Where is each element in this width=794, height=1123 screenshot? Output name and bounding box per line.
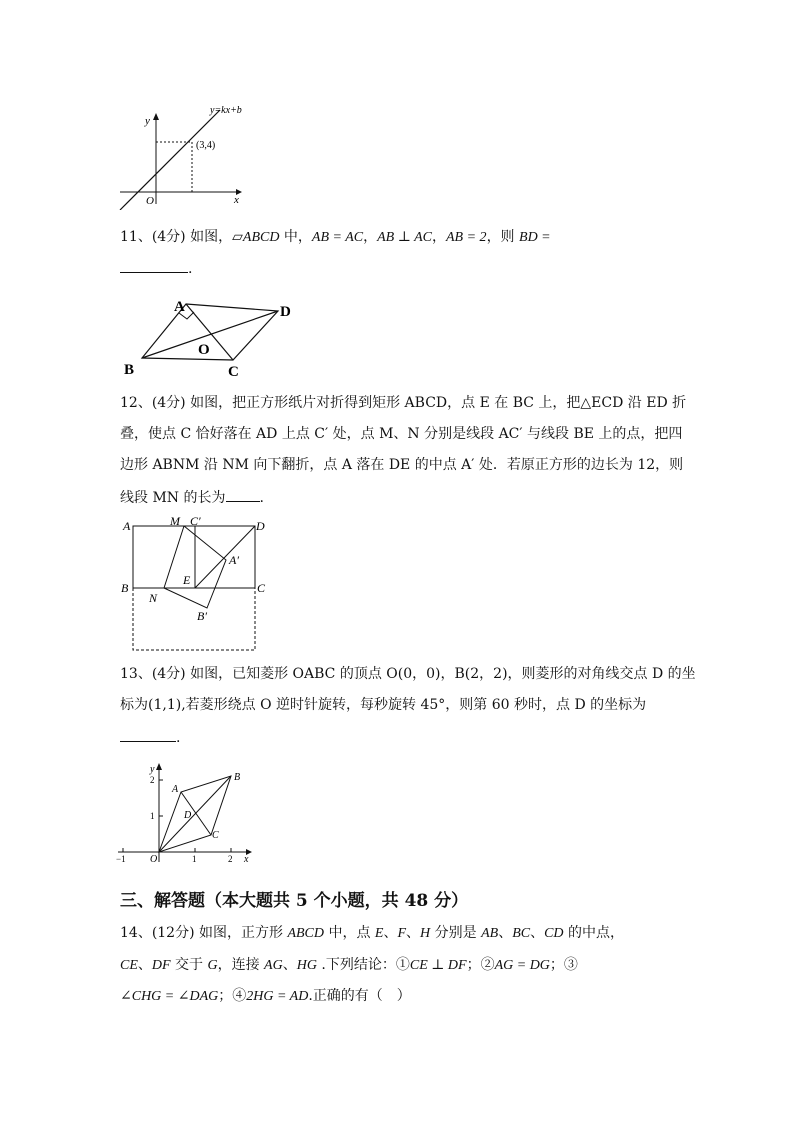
label-n: N [149,591,158,605]
q13-line1: 13、(4分) 如图，已知菱形 OABC 的顶点 O(0，0)，B(2，2)，则菱形的对角线交点 D 的坐 [120,666,696,682]
q14-l1-k: 、 [498,925,513,941]
q14-line1 [120,923,624,944]
q14-l2-j: .下列结论：① [316,957,410,973]
label-o: O [198,342,210,358]
figure-parallelogram [118,296,308,380]
question-11 [120,227,551,248]
label-a: A [174,299,185,315]
q14-l2-i: HG [296,958,317,973]
q12-line4: 线段 MN 的长为 [120,490,226,506]
q14-l3-b: ；④ [218,988,247,1004]
q13-end: . [176,730,181,746]
q12-line1: 12、(4分) 如图，把正方形纸片对折得到矩形 ABCD，点 E 在 BC 上，把△ECD 沿 ED 折 [120,395,687,411]
figure-linear-function [112,100,252,210]
tick-label-xm1: −1 [116,854,126,864]
q13-answer-blank[interactable] [120,727,176,742]
q14-l1-a: 14、(12分) 如图，正方形 [120,925,288,941]
q14-l2-e: G [207,958,218,973]
y-axis-label: y [150,764,155,775]
q14-l3-d: .正确的有（ ） [308,988,411,1004]
q14-l2-b: 、 [137,957,152,973]
q11-abcd: ABCD [242,230,280,245]
point-label: (3,4) [196,140,216,151]
segment-mn [164,526,184,588]
origin-label: O [146,195,154,207]
label-m: M [170,514,180,528]
q11-eq2: AB ⊥ AC [377,230,432,245]
label-e: E [183,573,191,587]
label-d: D [256,519,265,533]
q14-l1-e: 、 [383,925,398,941]
y-axis-label: y [145,115,150,127]
q14-l1-o: 的中点， [563,925,624,941]
q14-l2-c: DF [151,958,171,973]
q14-l2-h: 、 [282,957,297,973]
q14-l2-m: AG = DG [494,958,550,973]
q12-line4-wrap [120,487,264,508]
label-c: C [257,581,266,595]
q14-l1-l: BC [512,926,531,941]
q14-l1-i: 分别是 [430,925,482,941]
line-ykxb [120,110,220,210]
figure-folded-rectangle [115,512,275,652]
q12-line3: 边形 ABNM 沿 NM 向下翻折，点 A 落在 DE 的中点 A′ 处．若原正方形的边长为 12，则 [120,457,684,473]
q12-end: . [259,490,264,506]
label-c: C [212,830,219,841]
q14-line3 [120,986,411,1007]
y-axis-arrow-icon [156,763,162,770]
x-axis-label: x [234,194,239,206]
tick-label-x2: 2 [228,854,233,864]
q11-end: . [188,261,193,277]
label-cprime: C′ [190,514,201,528]
q14-l2-n: ；③ [549,957,578,973]
tick-label-y2: 2 [150,775,155,785]
q14-l2-a: CE [120,958,138,973]
q14-l1-m: 、 [530,925,545,941]
q14-l2-g: AG [264,958,283,973]
q12-line2: 叠，使点 C 恰好落在 AD 上点 C′ 处，点 M、N 分别是线段 AC′ 与线段 BE 上的点，把四 [120,426,683,442]
q11-eq1: AB = AC [311,230,364,245]
q14-l2-l: ；② [466,957,495,973]
q11-prefix: 11、(4分) 如图， [120,229,233,245]
q12-answer-blank[interactable] [226,487,260,502]
x-axis-label: x [244,854,249,865]
q14-l1-h: H [420,926,431,941]
q14-l2-d: 交于 [170,957,208,973]
q11-eq3: AB = 2 [446,230,487,245]
q11-sep1: ， [363,229,378,245]
q14-l1-f: F [397,926,407,941]
label-c: C [228,364,239,380]
label-aprime: A′ [229,553,239,567]
q14-l1-g: 、 [406,925,421,941]
line-label: y=kx+b [210,105,242,116]
q14-l1-c: 中，点 [324,925,375,941]
q14-l2-k: CE ⊥ DF [409,958,467,973]
label-a: A [172,784,179,795]
label-a: A [123,519,131,533]
segment-ed [195,526,255,588]
q14-l3-a: ∠CHG = ∠DAG [120,989,219,1004]
q14-l2-f: ，连接 [217,957,265,973]
label-b: B [121,581,129,595]
q11-answer-line [120,258,192,279]
q14-l1-j: AB [481,926,499,941]
q13-line2: 标为(1,1),若菱形绕点 O 逆时针旋转，每秒旋转 45°，则第 60 秒时，点 D 的坐标为 [120,697,647,713]
section-3-title: 三、解答题（本大题共 5 个小题，共 48 分） [120,891,469,911]
tick-label-y1: 1 [150,811,155,821]
q14-l1-b: ABCD [287,926,325,941]
label-b: B [124,362,135,378]
q11-then: ，则 [486,229,520,245]
q14-l3-c: 2HG = AD [246,989,309,1004]
q11-zhong: 中， [279,229,312,245]
q11-sep2: ， [432,229,446,245]
figure-rhombus [114,758,254,866]
label-bprime: B′ [197,609,207,623]
diagonal-bd [142,311,278,358]
label-d: D [280,304,291,320]
q13-answer-line [120,727,180,748]
tick-label-x1: 1 [192,854,197,864]
label-b: B [234,772,241,783]
y-axis-arrow-icon [153,113,159,120]
q14-line2 [120,955,578,976]
q14-l1-d: E [374,926,384,941]
label-o: O [150,854,158,865]
q11-answer-blank[interactable] [120,258,188,273]
label-d: D [184,810,192,821]
parallelogram-icon: ▱ [232,229,243,245]
q14-l1-n: CD [544,926,564,941]
q11-eq4: BD = [519,230,551,245]
